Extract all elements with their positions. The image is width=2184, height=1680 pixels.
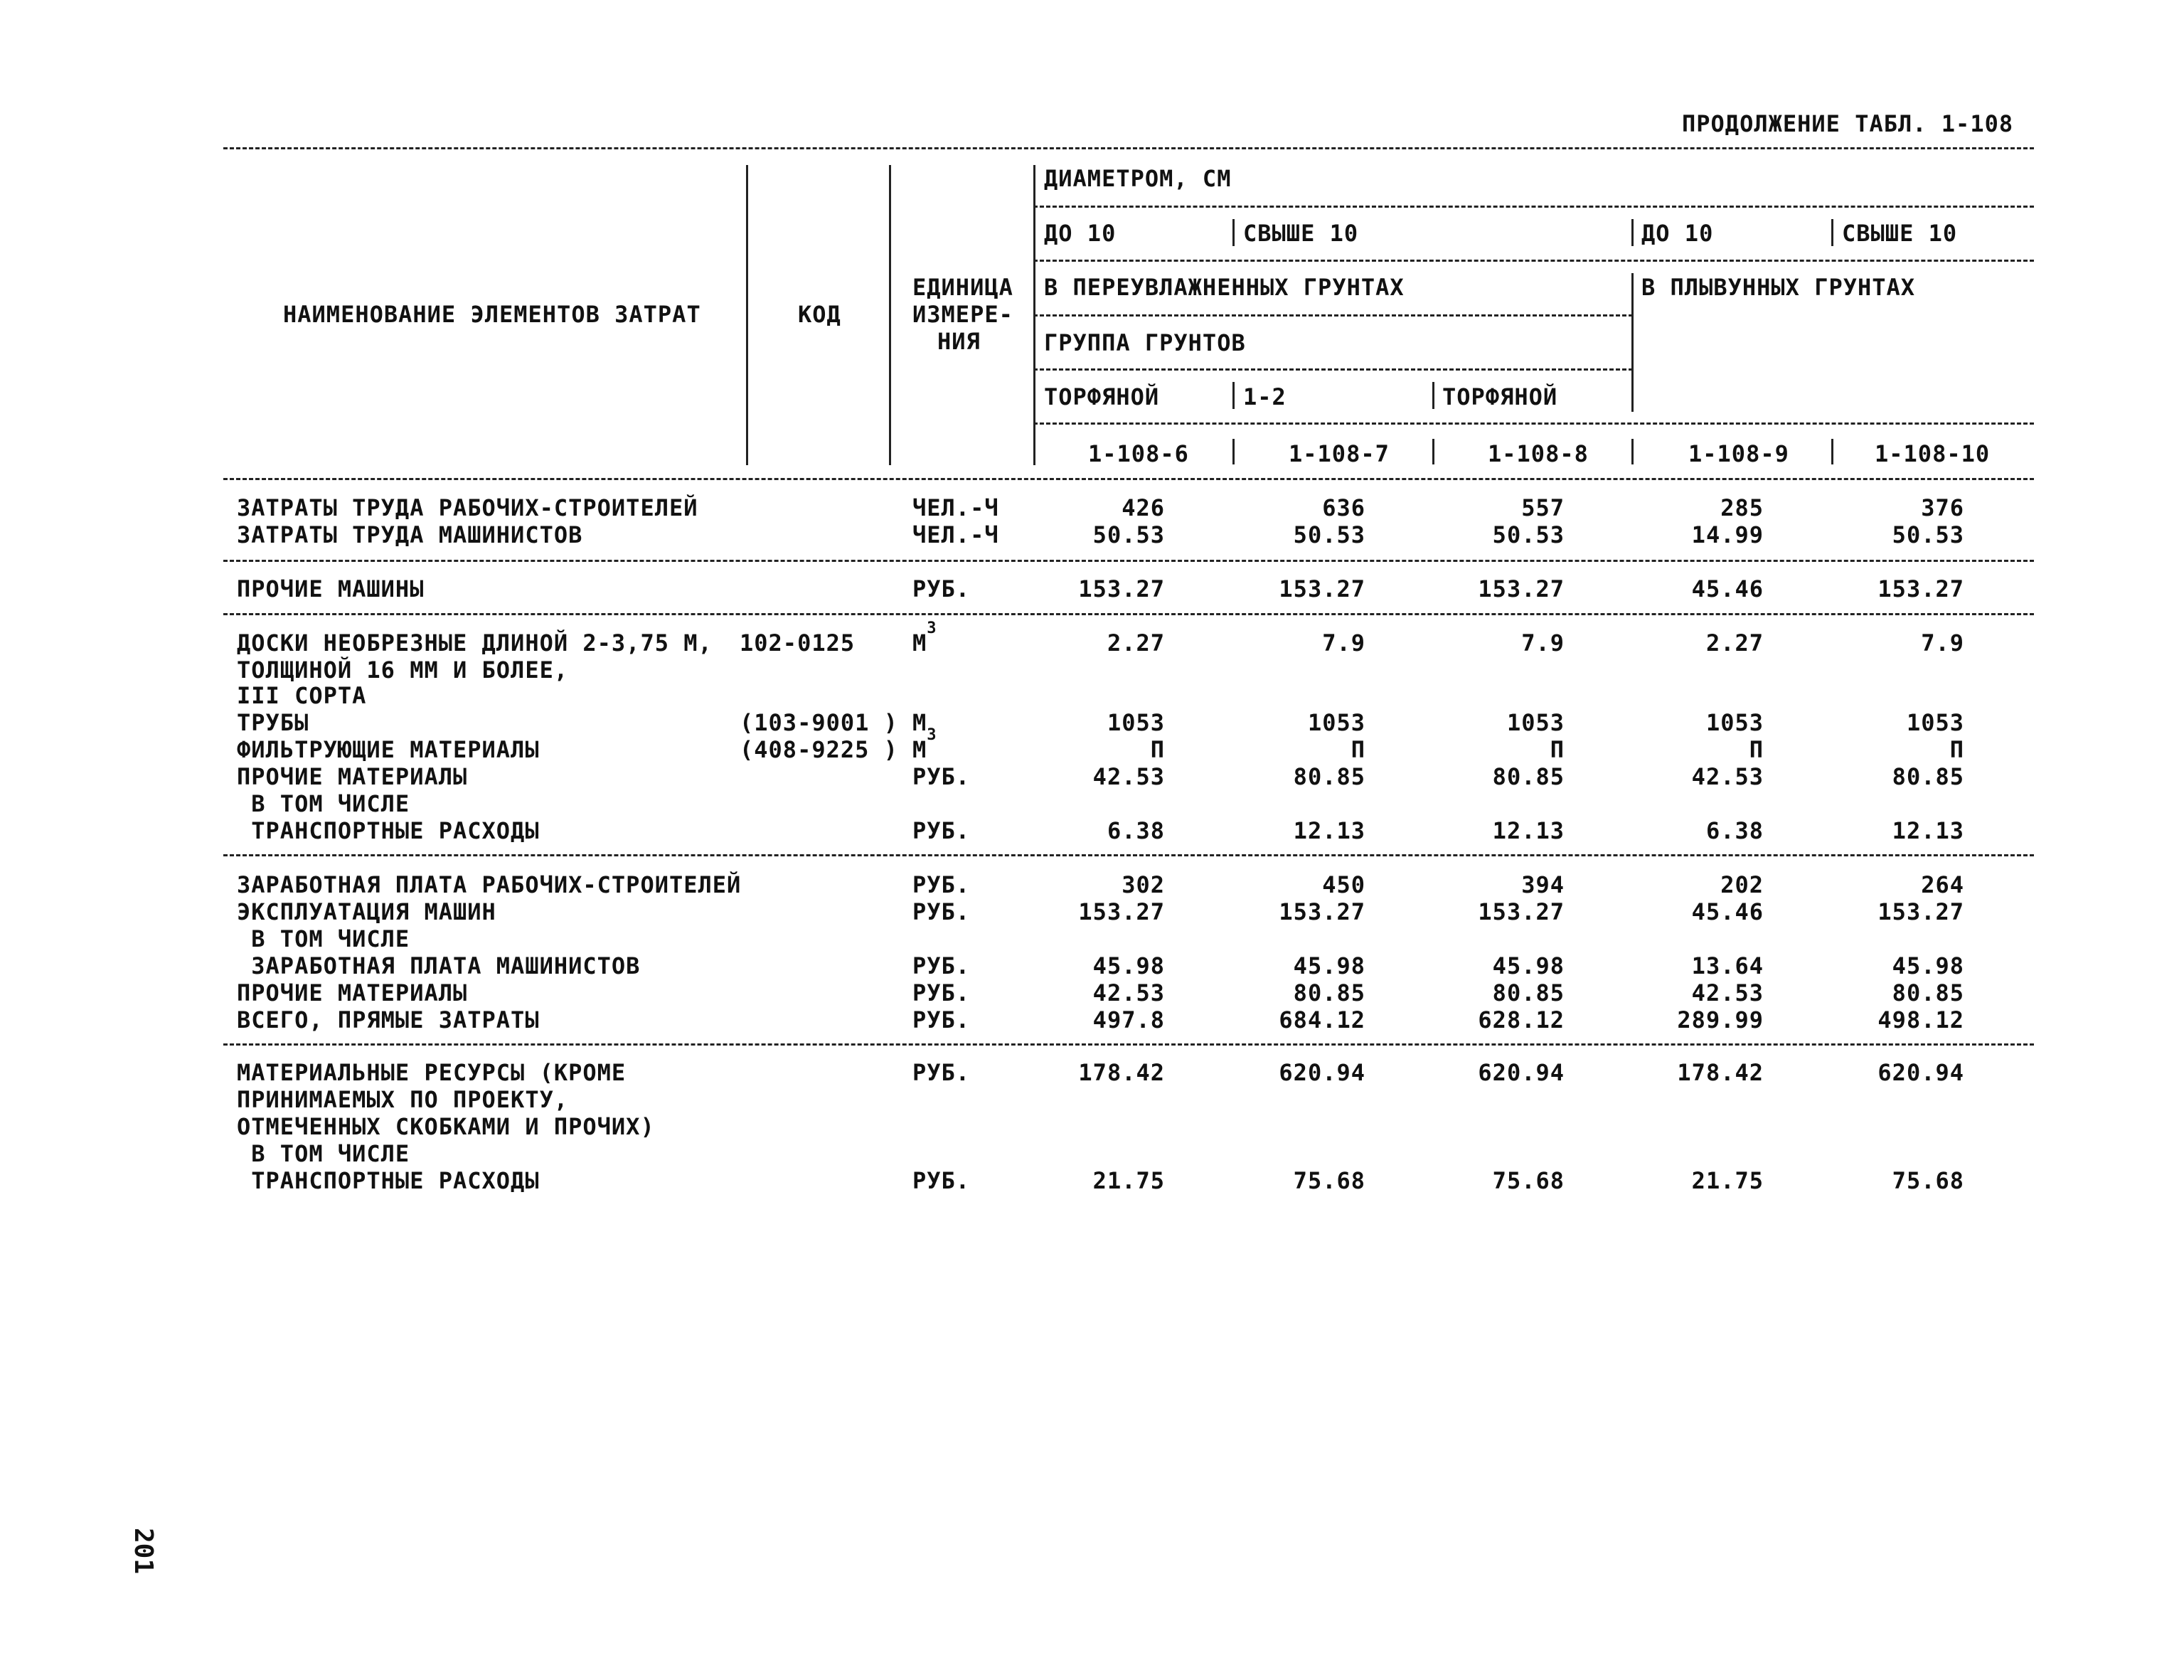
over-10-header: СВЫШЕ 10 bbox=[1243, 220, 1359, 247]
table-cell: 285 bbox=[1720, 494, 1764, 521]
row-unit bbox=[912, 953, 970, 979]
quicksand-header: В ПЛЫВУННЫХ ГРУНТАХ bbox=[1641, 274, 1916, 301]
norm-code-header: 1-108-10 bbox=[1875, 440, 1991, 467]
table-cell: 426 bbox=[1122, 494, 1165, 521]
table-cell: 14.99 bbox=[1691, 521, 1764, 548]
table-cell: 6.38 bbox=[1107, 817, 1165, 844]
table-cell: 153.27 bbox=[1279, 575, 1365, 602]
unit-column-header-1: ЕДИНИЦА bbox=[912, 274, 1013, 301]
row-name: ЗАРАБОТНАЯ ПЛАТА МАШИНИСТОВ bbox=[237, 952, 641, 979]
table-cell: 264 bbox=[1921, 871, 1964, 898]
row-name: ПРОЧИЕ МАТЕРИАЛЫ bbox=[237, 979, 468, 1006]
norm-code-header: 1-108-7 bbox=[1289, 440, 1390, 467]
unit-exponent: 3 bbox=[927, 726, 937, 744]
unit-text: РУБ. bbox=[912, 1059, 971, 1086]
table-cell: П bbox=[1150, 736, 1165, 763]
unit-text: М bbox=[912, 629, 927, 656]
table-cell: 178.42 bbox=[1677, 1059, 1764, 1086]
table-cell: 178.42 bbox=[1078, 1059, 1165, 1086]
table-cell: 21.75 bbox=[1092, 1167, 1165, 1194]
table-cell: 7.9 bbox=[1322, 629, 1365, 656]
row-name: ЗАТРАТЫ ТРУДА РАБОЧИХ-СТРОИТЕЛЕЙ bbox=[237, 494, 698, 521]
column-divider bbox=[746, 165, 748, 465]
row-unit bbox=[912, 1168, 970, 1193]
row-unit bbox=[912, 899, 970, 925]
row-name: ЗАРАБОТНАЯ ПЛАТА РАБОЧИХ-СТРОИТЕЛЕЙ bbox=[237, 871, 742, 898]
unit-text: РУБ. bbox=[912, 1006, 971, 1033]
row-unit bbox=[912, 818, 970, 844]
up-to-10-header: ДО 10 bbox=[1044, 220, 1117, 247]
table-cell: 80.85 bbox=[1892, 763, 1964, 790]
table-cell: 42.53 bbox=[1691, 979, 1764, 1006]
up-to-10-header: ДО 10 bbox=[1641, 220, 1714, 247]
row-name: В ТОМ ЧИСЛЕ bbox=[237, 1140, 410, 1167]
table-cell: 50.53 bbox=[1492, 521, 1565, 548]
wet-soils-header: В ПЕРЕУВЛАЖНЕННЫХ ГРУНТАХ bbox=[1044, 274, 1405, 301]
row-unit bbox=[912, 764, 970, 790]
column-divider bbox=[1232, 382, 1235, 409]
column-divider bbox=[1232, 439, 1235, 464]
table-cell: 497.8 bbox=[1092, 1006, 1165, 1033]
table-cell: 153.27 bbox=[1279, 898, 1365, 925]
table-cell: 12.13 bbox=[1892, 817, 1964, 844]
table-cell: 50.53 bbox=[1892, 521, 1964, 548]
unit-column-header-3: НИЯ bbox=[937, 328, 981, 355]
table-cell: 376 bbox=[1921, 494, 1964, 521]
table-cell: 80.85 bbox=[1892, 979, 1964, 1006]
unit-text: РУБ. bbox=[912, 871, 971, 898]
column-divider bbox=[1432, 439, 1434, 464]
table-cell: 21.75 bbox=[1691, 1167, 1764, 1194]
rule bbox=[1033, 314, 1633, 317]
row-code: (103-9001 ) bbox=[740, 709, 898, 736]
table-cell: 7.9 bbox=[1521, 629, 1565, 656]
table-cell: 1053 bbox=[1506, 709, 1565, 736]
column-divider bbox=[1631, 439, 1634, 464]
row-unit bbox=[912, 872, 970, 898]
table-cell: 394 bbox=[1521, 871, 1565, 898]
row-name: ТРУБЫ bbox=[237, 709, 309, 736]
diameter-header: ДИАМЕТРОМ, СМ bbox=[1044, 165, 1232, 192]
row-name: ОТМЕЧЕННЫХ СКОБКАМИ И ПРОЧИХ) bbox=[237, 1113, 655, 1140]
column-divider bbox=[889, 165, 891, 465]
row-name: ПРОЧИЕ МАТЕРИАЛЫ bbox=[237, 763, 468, 790]
row-unit bbox=[912, 980, 970, 1006]
table-cell: 80.85 bbox=[1293, 979, 1365, 1006]
table-cell: 202 bbox=[1720, 871, 1764, 898]
table-cell: 42.53 bbox=[1691, 763, 1764, 790]
row-unit bbox=[912, 495, 999, 521]
table-cell: 80.85 bbox=[1492, 763, 1565, 790]
table-cell: 1053 bbox=[1107, 709, 1165, 736]
table-cell: 45.98 bbox=[1293, 952, 1365, 979]
rule bbox=[223, 560, 2034, 562]
table-cell: 13.64 bbox=[1691, 952, 1764, 979]
unit-column-header-2: ИЗМЕРЕ- bbox=[912, 301, 1013, 328]
unit-text: ЧЕЛ.-Ч bbox=[912, 494, 999, 521]
rule bbox=[1033, 368, 1633, 371]
row-name: ДОСКИ НЕОБРЕЗНЫЕ ДЛИНОЙ 2-3,75 М, bbox=[237, 629, 713, 656]
table-cell: 42.53 bbox=[1092, 763, 1165, 790]
table-cell: 153.27 bbox=[1478, 898, 1565, 925]
over-10-header: СВЫШЕ 10 bbox=[1842, 220, 1958, 247]
peat-header: ТОРФЯНОЙ bbox=[1044, 383, 1160, 410]
row-name: В ТОМ ЧИСЛЕ bbox=[237, 925, 410, 952]
rule bbox=[223, 1043, 2034, 1046]
table-cell: 6.38 bbox=[1705, 817, 1764, 844]
unit-text: РУБ. bbox=[912, 1167, 971, 1194]
table-cell: 498.12 bbox=[1877, 1006, 1964, 1033]
row-code: 102-0125 bbox=[740, 629, 856, 656]
table-caption: ПРОДОЛЖЕНИЕ ТАБЛ. 1-108 bbox=[1682, 110, 2014, 137]
row-name: ЗАТРАТЫ ТРУДА МАШИНИСТОВ bbox=[237, 521, 583, 548]
unit-text: РУБ. bbox=[912, 763, 971, 790]
unit-exponent: 3 bbox=[927, 620, 937, 637]
table-cell: 12.13 bbox=[1293, 817, 1365, 844]
row-unit bbox=[912, 1060, 970, 1085]
unit-text: ЧЕЛ.-Ч bbox=[912, 521, 999, 548]
table-cell: 75.68 bbox=[1293, 1167, 1365, 1194]
norm-code-header: 1-108-8 bbox=[1488, 440, 1589, 467]
table-cell: 1053 bbox=[1705, 709, 1764, 736]
table-cell: 45.98 bbox=[1492, 952, 1565, 979]
row-code: (408-9225 ) bbox=[740, 736, 898, 763]
unit-text: РУБ. bbox=[912, 575, 971, 602]
row-name: ПРИНИМАЕМЫХ ПО ПРОЕКТУ, bbox=[237, 1086, 569, 1113]
table-cell: 45.46 bbox=[1691, 575, 1764, 602]
row-name: III СОРТА bbox=[237, 682, 367, 709]
rule bbox=[1033, 206, 2034, 208]
page-number: 201 bbox=[129, 1528, 158, 1575]
table-cell: 80.85 bbox=[1492, 979, 1565, 1006]
norm-code-header: 1-108-9 bbox=[1688, 440, 1789, 467]
table-cell: 45.98 bbox=[1892, 952, 1964, 979]
column-divider bbox=[1432, 382, 1434, 409]
row-name: ВСЕГО, ПРЯМЫЕ ЗАТРАТЫ bbox=[237, 1006, 540, 1033]
column-divider bbox=[1631, 219, 1634, 246]
rule bbox=[1033, 260, 2034, 262]
row-name: ФИЛЬТРУЮЩИЕ МАТЕРИАЛЫ bbox=[237, 736, 540, 763]
table-cell: 153.27 bbox=[1478, 575, 1565, 602]
unit-text: РУБ. bbox=[912, 979, 971, 1006]
row-unit bbox=[912, 710, 927, 735]
column-divider bbox=[1232, 219, 1235, 246]
column-divider bbox=[1831, 439, 1833, 464]
table-cell: П bbox=[1949, 736, 1964, 763]
row-name: МАТЕРИАЛЬНЫЕ РЕСУРСЫ (КРОМЕ bbox=[237, 1059, 627, 1086]
table-cell: 75.68 bbox=[1892, 1167, 1964, 1194]
table-cell: 684.12 bbox=[1279, 1006, 1365, 1033]
table-cell: 2.27 bbox=[1107, 629, 1165, 656]
table-cell: 636 bbox=[1322, 494, 1365, 521]
table-cell: П bbox=[1550, 736, 1565, 763]
name-column-header: НАИМЕНОВАНИЕ ЭЛЕМЕНТОВ ЗАТРАТ bbox=[283, 301, 701, 328]
table-cell: 289.99 bbox=[1677, 1006, 1764, 1033]
table-cell: 557 bbox=[1521, 494, 1565, 521]
unit-text: РУБ. bbox=[912, 817, 971, 844]
table-cell: 153.27 bbox=[1078, 898, 1165, 925]
group-1-2-header: 1-2 bbox=[1243, 383, 1287, 410]
row-name: ТРАНСПОРТНЫЕ РАСХОДЫ bbox=[237, 817, 540, 844]
table-cell: П bbox=[1749, 736, 1764, 763]
table-cell: 12.13 bbox=[1492, 817, 1565, 844]
row-name: ПРОЧИЕ МАШИНЫ bbox=[237, 575, 425, 602]
norm-code-header: 1-108-6 bbox=[1088, 440, 1189, 467]
table-cell: 7.9 bbox=[1921, 629, 1964, 656]
table-cell: 1053 bbox=[1307, 709, 1365, 736]
column-divider bbox=[1831, 219, 1833, 246]
row-name: ТОЛЩИНОЙ 16 ММ И БОЛЕЕ, bbox=[237, 656, 569, 684]
row-name: В ТОМ ЧИСЛЕ bbox=[237, 790, 410, 817]
row-unit bbox=[912, 576, 970, 602]
table-cell: 620.94 bbox=[1478, 1059, 1565, 1086]
unit-text: РУБ. bbox=[912, 898, 971, 925]
table-cell: 1053 bbox=[1906, 709, 1964, 736]
table-cell: 450 bbox=[1322, 871, 1365, 898]
table-cell: П bbox=[1351, 736, 1365, 763]
code-column-header: КОД bbox=[798, 301, 841, 328]
table-cell: 153.27 bbox=[1877, 575, 1964, 602]
table-cell: 45.46 bbox=[1691, 898, 1764, 925]
rule bbox=[223, 613, 2034, 615]
rule bbox=[223, 147, 2034, 149]
rule bbox=[223, 478, 2034, 480]
rule bbox=[223, 854, 2034, 856]
table-cell: 50.53 bbox=[1293, 521, 1365, 548]
row-name: ТРАНСПОРТНЫЕ РАСХОДЫ bbox=[237, 1167, 540, 1194]
table-cell: 75.68 bbox=[1492, 1167, 1565, 1194]
soil-group-header: ГРУППА ГРУНТОВ bbox=[1044, 329, 1246, 356]
row-unit bbox=[912, 522, 999, 548]
row-unit bbox=[912, 726, 937, 763]
peat-header: ТОРФЯНОЙ bbox=[1442, 383, 1558, 410]
table-cell: 153.27 bbox=[1078, 575, 1165, 602]
table-cell: 620.94 bbox=[1279, 1059, 1365, 1086]
unit-text: М bbox=[912, 709, 927, 736]
table-cell: 620.94 bbox=[1877, 1059, 1964, 1086]
table-cell: 153.27 bbox=[1877, 898, 1964, 925]
table-cell: 2.27 bbox=[1705, 629, 1764, 656]
table-cell: 628.12 bbox=[1478, 1006, 1565, 1033]
rule bbox=[1033, 422, 2034, 425]
table-cell: 302 bbox=[1122, 871, 1165, 898]
column-divider bbox=[1631, 273, 1634, 412]
unit-text: РУБ. bbox=[912, 952, 971, 979]
unit-text: М bbox=[912, 736, 927, 763]
column-divider bbox=[1033, 165, 1035, 465]
table-cell: 45.98 bbox=[1092, 952, 1165, 979]
table-cell: 80.85 bbox=[1293, 763, 1365, 790]
row-name: ЭКСПЛУАТАЦИЯ МАШИН bbox=[237, 898, 496, 925]
table-cell: 42.53 bbox=[1092, 979, 1165, 1006]
row-unit bbox=[912, 620, 937, 656]
row-unit bbox=[912, 1007, 970, 1033]
table-cell: 50.53 bbox=[1092, 521, 1165, 548]
